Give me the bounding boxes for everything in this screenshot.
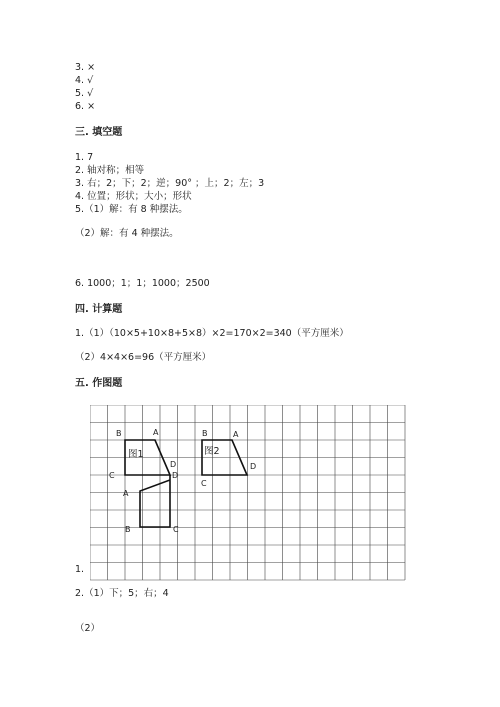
answer-5: 5. √ — [75, 88, 94, 99]
shape2-label-b: B — [202, 429, 208, 438]
s3-answer-5-2: （2）解：有 4 种摆法。 — [75, 228, 179, 239]
s3-answer-4: 4. 位置；形状；大小；形状 — [75, 191, 192, 202]
s4-answer-1-1: 1.（1）（10×5+10×8+5×8）×2=170×2=340（平方厘米） — [75, 328, 349, 339]
shape2-label-a: A — [233, 430, 239, 439]
answer-6: 6. × — [75, 101, 96, 112]
s3-answer-1: 1. 7 — [75, 152, 94, 163]
shape1-label-a: A — [153, 428, 159, 437]
shape1-label-b: B — [116, 429, 122, 438]
shape3-label-a: A — [123, 489, 129, 498]
s4-answer-1-2: （2）4×4×6=96（平方厘米） — [75, 352, 212, 363]
shape1-name: 图1 — [128, 449, 144, 460]
s5-answer-2-2: （2） — [75, 623, 101, 634]
shape3-label-c: C — [173, 525, 179, 534]
section-4-title: 四. 计算题 — [75, 304, 123, 315]
section-5-title: 五. 作图题 — [75, 378, 123, 389]
answer-3: 3. × — [75, 62, 96, 73]
shape2-name: 图2 — [204, 446, 220, 457]
shape3-label-b: B — [125, 525, 131, 534]
grid-lines — [90, 405, 405, 580]
shape3-label-d: D — [172, 471, 179, 480]
s3-answer-5-1: 5.（1）解：有 8 种摆法。 — [75, 204, 188, 215]
shape2-label-d: D — [250, 462, 257, 471]
shape2-label-c: C — [201, 479, 207, 488]
grid-figure — [90, 405, 408, 581]
s3-answer-2: 2. 轴对称；相等 — [75, 165, 145, 176]
s5-answer-2-1: 2.（1）下；5；右；4 — [75, 588, 169, 599]
shape-3-outline — [140, 475, 170, 527]
answer-4: 4. √ — [75, 75, 94, 86]
section-3-title: 三. 填空题 — [75, 127, 123, 138]
s5-answer-1: 1. — [75, 564, 85, 575]
shape1-label-c: C — [109, 471, 115, 480]
shape1-label-d: D — [170, 460, 177, 469]
s3-answer-3: 3. 右；2；下；2；逆；90° ；上；2；左；3 — [75, 178, 265, 189]
s3-answer-6: 6. 1000；1；1；1000；2500 — [75, 278, 210, 289]
